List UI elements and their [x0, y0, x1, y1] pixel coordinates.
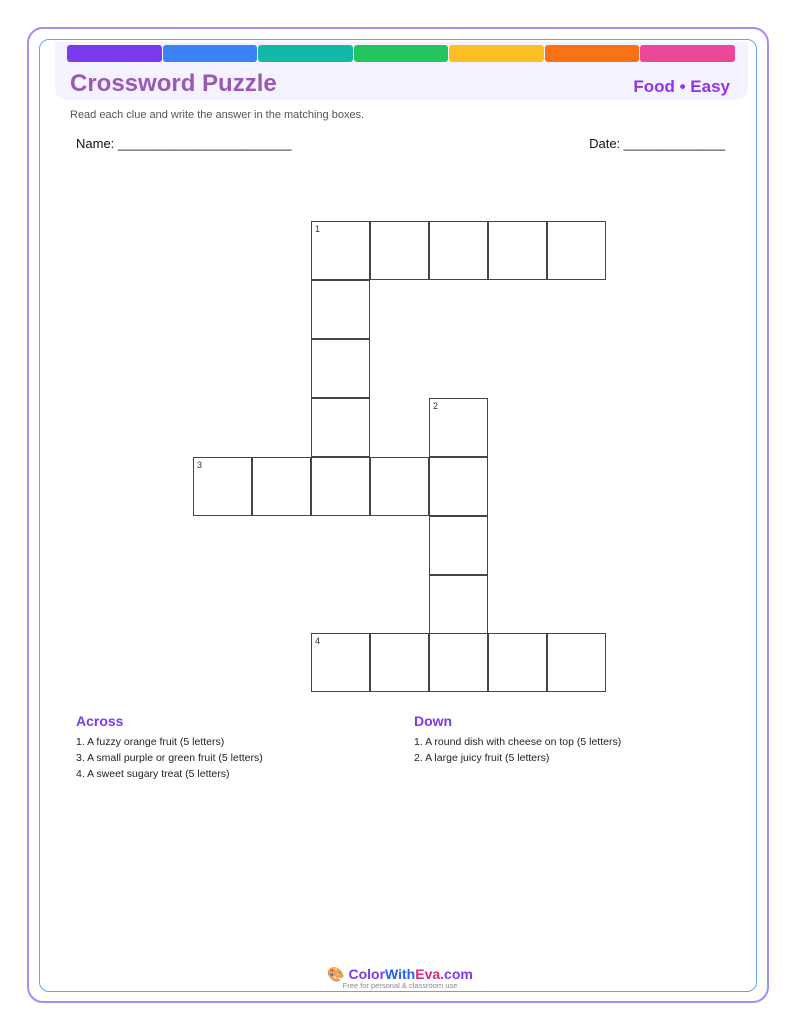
- grid-cell[interactable]: [429, 575, 488, 634]
- grid-cell[interactable]: [311, 633, 370, 692]
- grid-cell[interactable]: [311, 221, 370, 280]
- logo-part: Eva: [415, 966, 441, 982]
- color-segment: [640, 45, 735, 62]
- color-segment: [354, 45, 449, 62]
- color-segment: [545, 45, 640, 62]
- grid-cell[interactable]: [547, 633, 606, 692]
- name-field[interactable]: Name: ________________________: [76, 136, 292, 151]
- color-segment: [449, 45, 544, 62]
- clue-item: 1. A fuzzy orange fruit (5 letters): [76, 736, 225, 748]
- down-heading: Down: [414, 713, 453, 729]
- grid-cell[interactable]: [429, 633, 488, 692]
- clue-number: 3: [197, 460, 203, 470]
- page-title: Crossword Puzzle: [70, 70, 277, 97]
- down-clue-list: [414, 734, 621, 766]
- logo-part: Color: [348, 966, 386, 982]
- grid-cell[interactable]: [429, 398, 488, 457]
- logo-part: .com: [440, 966, 473, 982]
- instructions: Read each clue and write the answer in the matching boxes.: [70, 109, 365, 121]
- grid-cell[interactable]: [311, 339, 370, 398]
- grid-cell[interactable]: [429, 457, 488, 516]
- clue-item: 3. A small purple or green fruit (5 letters): [76, 752, 263, 764]
- grid-cell[interactable]: [311, 457, 370, 516]
- grid-cell[interactable]: [429, 221, 488, 280]
- footer-tagline: Free for personal & classroom use: [342, 981, 458, 990]
- topic-label: Food • Easy: [633, 77, 730, 96]
- grid-cell[interactable]: [311, 398, 370, 457]
- grid-cell[interactable]: [429, 516, 488, 575]
- footer: [0, 966, 800, 990]
- grid-cell[interactable]: [370, 221, 429, 280]
- color-bar: [67, 45, 735, 62]
- clue-item: 2. A large juicy fruit (5 letters): [414, 752, 550, 764]
- date-field[interactable]: Date: ______________: [589, 136, 725, 151]
- color-segment: [258, 45, 353, 62]
- color-segment: [163, 45, 258, 62]
- palette-icon: 🎨: [327, 966, 345, 982]
- grid-cell[interactable]: [370, 633, 429, 692]
- clue-number: 1: [315, 224, 321, 234]
- grid-cell[interactable]: [311, 280, 370, 339]
- clue-number: 4: [315, 636, 321, 646]
- clue-item: 1. A round dish with cheese on top (5 letters): [414, 736, 622, 748]
- grid-cell[interactable]: [252, 457, 311, 516]
- clue-number: 2: [433, 401, 439, 411]
- grid-cell[interactable]: [547, 221, 606, 280]
- across-heading: Across: [76, 713, 124, 729]
- across-clue-list: [76, 734, 263, 782]
- grid-cell[interactable]: [488, 221, 547, 280]
- logo-part: With: [385, 966, 416, 982]
- clue-item: 4. A sweet sugary treat (5 letters): [76, 768, 230, 780]
- grid-cell[interactable]: [370, 457, 429, 516]
- grid-cell[interactable]: [193, 457, 252, 516]
- color-segment: [67, 45, 162, 62]
- grid-cell[interactable]: [488, 633, 547, 692]
